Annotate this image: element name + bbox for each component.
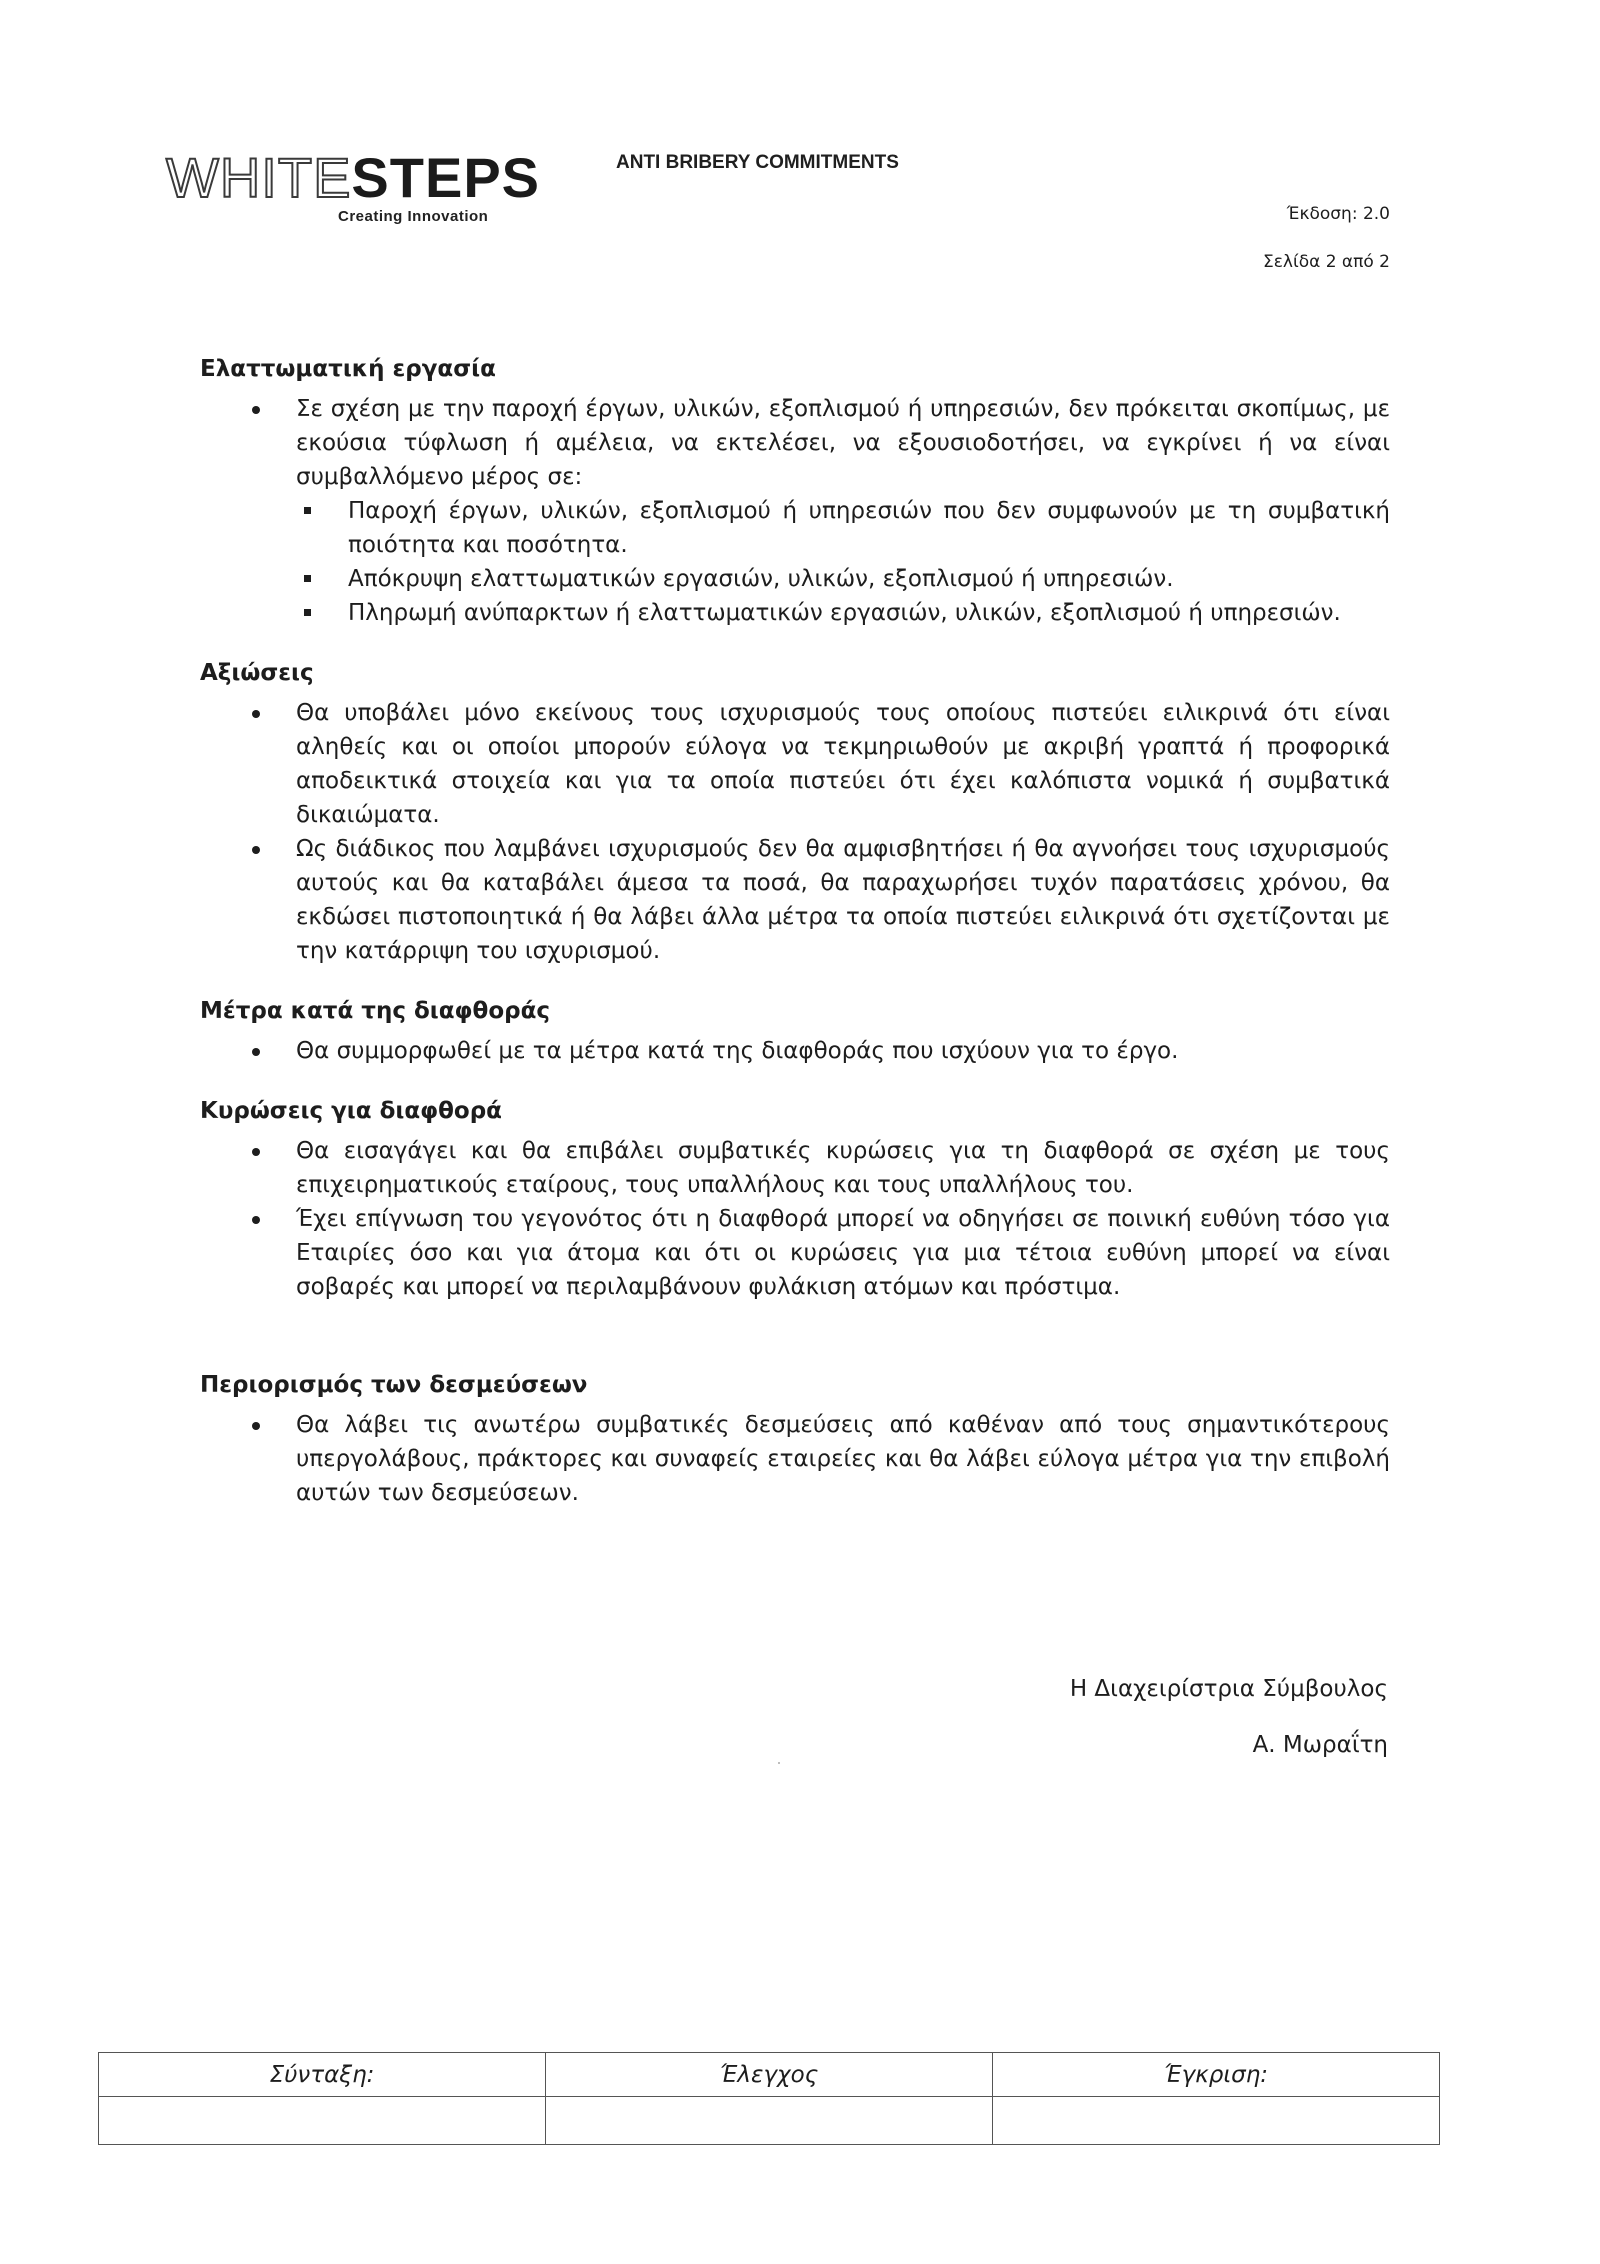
section-anti-corruption-measures bbox=[200, 994, 1390, 1068]
logo-word-right: STEPS bbox=[351, 146, 541, 209]
signatory-role: Η Διαχειρίστρια Σύμβουλος bbox=[1069, 1676, 1388, 1702]
logo-tagline: Creating Innovation bbox=[338, 208, 489, 225]
section-limitation-of-commitments bbox=[200, 1368, 1390, 1510]
logo-wordmark bbox=[166, 146, 541, 209]
approved-by-cell bbox=[993, 2097, 1440, 2145]
bullet-list bbox=[200, 696, 1390, 968]
signatory-name: Α. Μωραΐτη bbox=[1252, 1732, 1388, 1758]
bullet-item: Σε σχέση με την παροχή έργων, υλικών, εξοπλισμού ή υπηρεσιών, δεν πρόκειται σκοπίμως, με εκούσια τύφλωση ή αμέλεια, να εκτελέσει, να εξουσιοδοτήσει, να εγκρίνει ή να είναι συμβαλλόμενο μέρος σε: bbox=[200, 392, 1390, 494]
bullet-item: Θα υποβάλει μόνο εκείνους τους ισχυρισμούς τους οποίους πιστεύει ειλικρινά ότι είναι αληθείς και οι οποίοι μπορούν εύλογα να τεκμηριωθούν με ακριβή γραπτά ή προφορικά αποδεικτικά στοιχεία και για τα οποία πιστεύει ότι έχει καλόπιστα νομικά ή συμβατικά δικαιώματα. bbox=[200, 696, 1390, 832]
sub-bullet-list bbox=[200, 494, 1390, 630]
reviewed-by-header: Έλεγχος bbox=[546, 2053, 993, 2097]
bullet-item: Θα εισαγάγει και θα επιβάλει συμβατικές κυρώσεις για τη διαφθορά σε σχέση με τους επιχειρηματικούς εταίρους, τους υπαλλήλους και τους υπαλλήλους του. bbox=[200, 1134, 1390, 1202]
section-corruption-sanctions bbox=[200, 1094, 1390, 1304]
section-claims bbox=[200, 656, 1390, 968]
scan-speck bbox=[778, 1762, 780, 1764]
logo-word-left: WHITE bbox=[166, 146, 352, 209]
prepared-by-cell bbox=[99, 2097, 546, 2145]
version-label: Έκδοση: 2.0 bbox=[1286, 204, 1390, 224]
document-title: ANTI BRIBERY COMMITMENTS bbox=[616, 152, 899, 173]
section-defective-work bbox=[200, 352, 1390, 630]
section-heading: Ελαττωματική εργασία bbox=[200, 356, 496, 382]
page-number: Σελίδα 2 από 2 bbox=[1262, 252, 1390, 272]
approval-table bbox=[98, 2052, 1440, 2145]
prepared-by-header: Σύνταξη: bbox=[99, 2053, 546, 2097]
bullet-item: Θα συμμορφωθεί με τα μέτρα κατά της διαφθοράς που ισχύουν για το έργο. bbox=[200, 1034, 1390, 1068]
bullet-list bbox=[200, 1408, 1390, 1510]
bullet-item: Ως διάδικος που λαμβάνει ισχυρισμούς δεν θα αμφισβητήσει ή θα αγνοήσει τους ισχυρισμούς αυτούς και θα καταβάλει άμεσα τα ποσά, θα παραχωρήσει τυχόν παρατάσεις χρόνου, θα εκδώσει πιστοποιητικά ή θα λάβει άλλα μέτρα τα οποία πιστεύει ειλικρινά ότι σχετίζονται με την κατάρριψη του ισχυρισμού. bbox=[200, 832, 1390, 968]
company-logo bbox=[166, 146, 541, 230]
approval-signature-row bbox=[99, 2097, 1440, 2145]
sub-bullet-item: Πληρωμή ανύπαρκτων ή ελαττωματικών εργασιών, υλικών, εξοπλισμού ή υπηρεσιών. bbox=[200, 596, 1390, 630]
bullet-list bbox=[200, 392, 1390, 494]
approved-by-header: Έγκριση: bbox=[993, 2053, 1440, 2097]
section-heading: Αξιώσεις bbox=[200, 660, 314, 686]
bullet-item: Θα λάβει τις ανωτέρω συμβατικές δεσμεύσεις από καθέναν από τους σημαντικότερους υπεργολάβους, πράκτορες και συναφείς εταιρείες και θα λάβει εύλογα μέτρα για την επιβολή αυτών των δεσμεύσεων. bbox=[200, 1408, 1390, 1510]
section-heading: Μέτρα κατά της διαφθοράς bbox=[200, 998, 551, 1024]
approval-header-row bbox=[99, 2053, 1440, 2097]
section-heading: Περιορισμός των δεσμεύσεων bbox=[200, 1372, 588, 1398]
signature-block bbox=[1070, 1672, 1388, 1762]
document-body bbox=[200, 352, 1390, 1536]
sub-bullet-item: Απόκρυψη ελαττωματικών εργασιών, υλικών, εξοπλισμού ή υπηρεσιών. bbox=[200, 562, 1390, 596]
sub-bullet-item: Παροχή έργων, υλικών, εξοπλισμού ή υπηρεσιών που δεν συμφωνούν με τη συμβατική ποιότητα και ποσότητα. bbox=[200, 494, 1390, 562]
bullet-list bbox=[200, 1034, 1390, 1068]
reviewed-by-cell bbox=[546, 2097, 993, 2145]
bullet-item: Έχει επίγνωση του γεγονότος ότι η διαφθορά μπορεί να οδηγήσει σε ποινική ευθύνη τόσο για Εταιρίες όσο και για άτομα και ότι οι κυρώσεις για μια τέτοια ευθύνη μπορεί να είναι σοβαρές και μπορεί να περιλαμβάνουν φυλάκιση ατόμων και πρόστιμα. bbox=[200, 1202, 1390, 1304]
bullet-list bbox=[200, 1134, 1390, 1304]
section-heading: Κυρώσεις για διαφθορά bbox=[200, 1098, 502, 1124]
